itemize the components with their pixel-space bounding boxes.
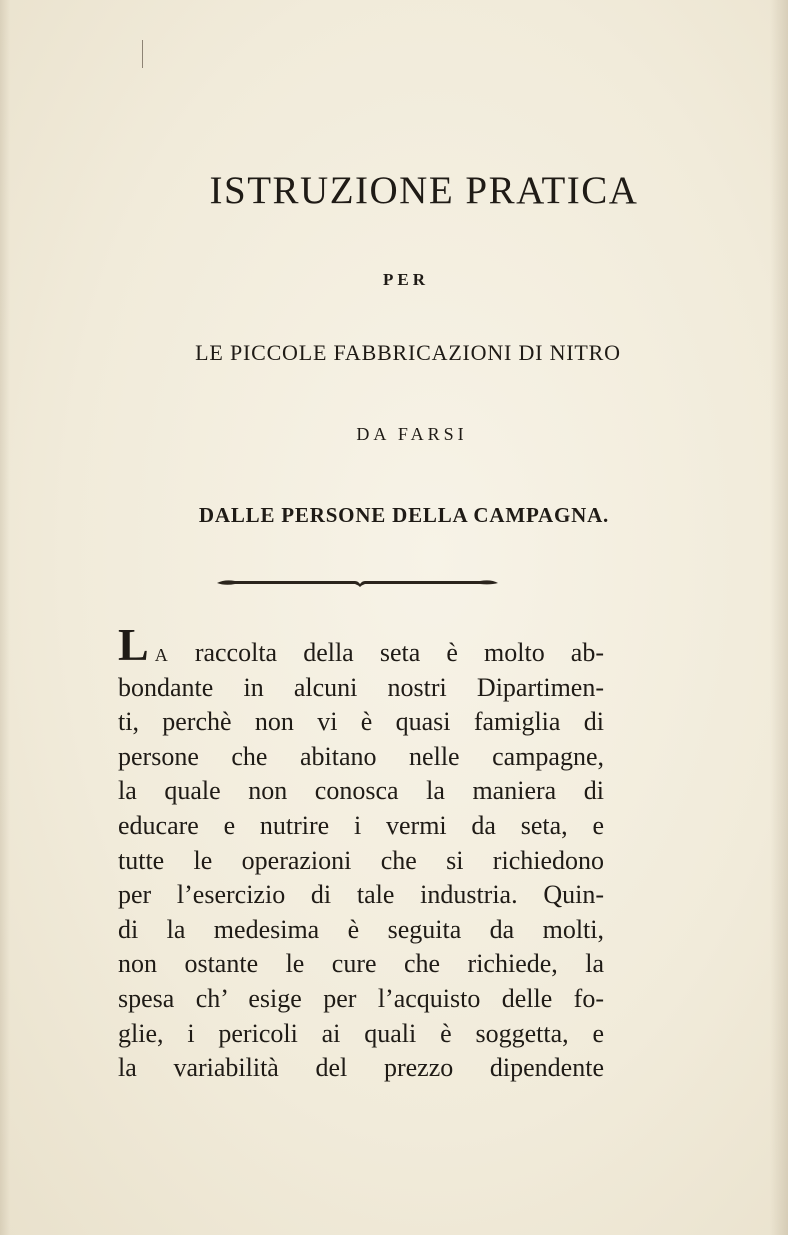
page-title: ISTRUZIONE PRATICA (209, 169, 639, 212)
drop-cap-continuation: A (154, 645, 169, 665)
margin-mark (142, 40, 143, 68)
body-paragraph (118, 619, 605, 1086)
body-line: ti, perchè non vi è quasi famiglia di (118, 707, 604, 737)
body-line: bondante in alcuni nostri Dipartimen- (118, 672, 604, 702)
body-line-1 (118, 619, 605, 671)
title-connector-da-farsi: DA FARSI (356, 424, 468, 444)
body-line: la variabilità del prezzo dipendente (118, 1053, 604, 1083)
body-line: educare e nutrire i vermi da seta, e (118, 810, 604, 840)
title-connector-per: PER (383, 270, 429, 289)
body-line: tutte le operazioni che si richiedono (118, 845, 604, 875)
body-line: la quale non conosca la maniera di (118, 776, 604, 806)
body-line-1-text: raccolta della seta è molto ab- (194, 638, 605, 667)
body-line: glie, i pericoli ai quali è soggetta, e (118, 1018, 604, 1048)
body-line: di la medesima è seguita da molti, (118, 914, 604, 944)
body-line: non ostante le cure che richiede, la (118, 949, 604, 979)
page-subtitle-2: DALLE PERSONE DELLA CAMPAGNA. (198, 503, 610, 527)
body-line: persone che abitano nelle campagne, (118, 741, 604, 771)
drop-cap: L (118, 619, 149, 670)
ornamental-rule (215, 578, 500, 588)
page-subtitle: LE PICCOLE FABBRICAZIONI DI NITRO (195, 340, 621, 365)
body-line: spesa ch’ esige per l’acquisto delle fo- (118, 983, 604, 1013)
body-line: per l’esercizio di tale industria. Quin- (118, 880, 604, 910)
